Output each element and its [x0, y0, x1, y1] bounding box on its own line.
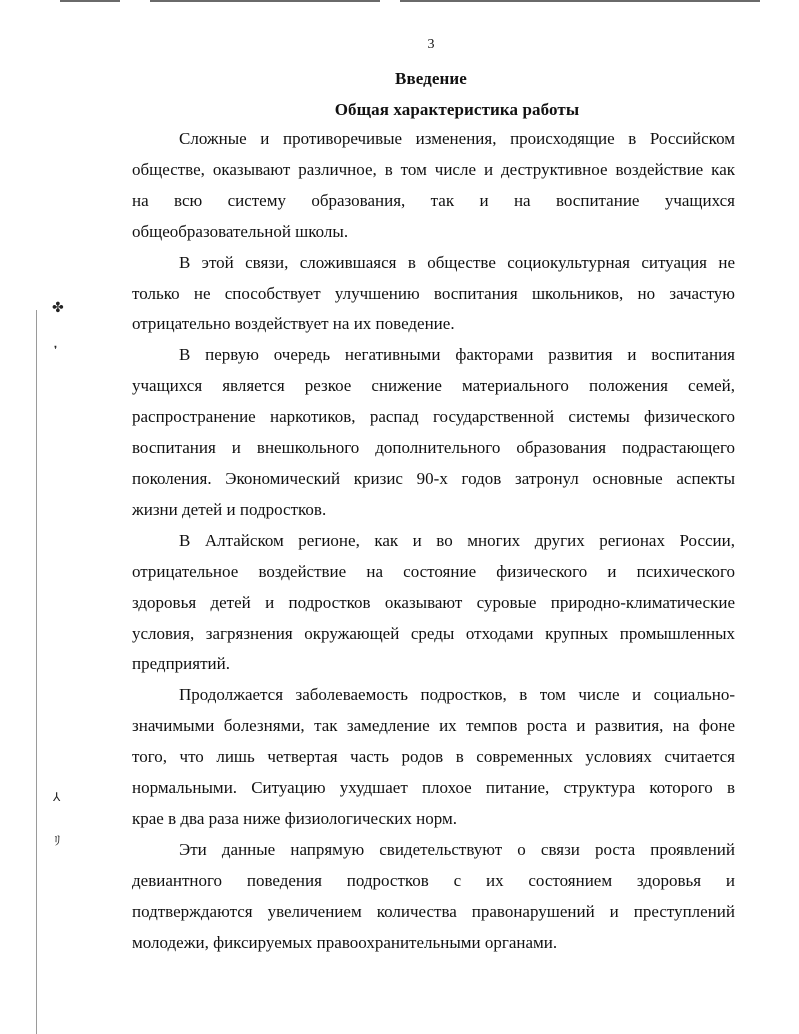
- paragraph: [132, 340, 735, 525]
- page-title: Введение: [395, 69, 467, 88]
- scan-speck: ✤: [52, 300, 64, 316]
- scan-speck: ❜: [54, 345, 58, 356]
- text-line: предприятий.: [132, 654, 230, 674]
- paragraph: [132, 248, 735, 341]
- text-line: здоровья детей и подростков оказывают суровые природно-климатические: [132, 592, 735, 612]
- paragraph: [132, 835, 735, 959]
- text-line: В первую очередь негативными факторами развития и воспитания: [179, 345, 735, 365]
- text-line: распространение наркотиков, распад государственной системы физического: [132, 407, 735, 427]
- page-number: 3: [427, 37, 435, 52]
- scan-top-rule: [400, 0, 760, 2]
- text-line: молодежи, фиксируемых правоохранительными органами.: [132, 932, 558, 952]
- text-line: на всю систему образования, так и на воспитание учащихся: [132, 190, 735, 210]
- text-line: В этой связи, сложившаяся в обществе социокультурная ситуация не: [179, 252, 735, 272]
- scan-speck: ⅄: [53, 790, 61, 804]
- text-line: того, что лишь четвертая часть родов в современных условиях считается: [132, 747, 735, 767]
- text-line: общеобразовательной школы.: [132, 221, 349, 241]
- scan-top-rule: [150, 0, 380, 2]
- text-line: Эти данные напрямую свидетельствуют о связи роста проявлений: [179, 839, 735, 859]
- scan-speck: ﾘ: [54, 834, 61, 849]
- paragraph: [132, 680, 735, 835]
- text-line: поколения. Экономический кризис 90-х годов затронул основные аспекты: [132, 468, 735, 488]
- text-line: только не способствует улучшению воспитания школьников, но зачастую: [132, 283, 735, 303]
- text-line: обществе, оказывают различное, в том числе и деструктивное воздействие как: [132, 159, 735, 179]
- paragraph: [132, 526, 735, 681]
- text-line: крае в два раза ниже физиологических норм.: [132, 808, 457, 828]
- body-text: [132, 124, 735, 958]
- text-line: значимыми болезнями, так замедление их темпов роста и развития, на фоне: [132, 716, 735, 736]
- text-line: условия, загрязнения окружающей среды отходами крупных промышленных: [132, 623, 735, 643]
- text-line: девиантного поведения подростков с их состоянием здоровья и: [132, 870, 735, 890]
- text-line: отрицательно воздействует на их поведение.: [132, 314, 455, 334]
- text-line: жизни детей и подростков.: [132, 499, 327, 519]
- text-line: учащихся является резкое снижение материального положения семей,: [132, 376, 735, 396]
- section-title: Общая характеристика работы: [334, 100, 580, 119]
- paragraph: [132, 124, 735, 248]
- text-line: Сложные и противоречивые изменения, происходящие в Российском: [179, 129, 735, 148]
- text-line: В Алтайском регионе, как и во многих других регионах России,: [179, 530, 735, 550]
- text-line: отрицательное воздействие на состояние физического и психического: [132, 561, 735, 581]
- scan-left-edge: [36, 310, 37, 1034]
- text-line: подтверждаются увеличением количества правонарушений и преступлений: [132, 901, 735, 921]
- text-line: нормальными. Ситуацию ухудшает плохое питание, структура которого в: [132, 778, 735, 798]
- text-line: Продолжается заболеваемость подростков, в том числе и социально-: [179, 685, 735, 705]
- scan-top-rule: [60, 0, 120, 2]
- text-line: воспитания и внешкольного дополнительного образования подрастающего: [132, 438, 735, 458]
